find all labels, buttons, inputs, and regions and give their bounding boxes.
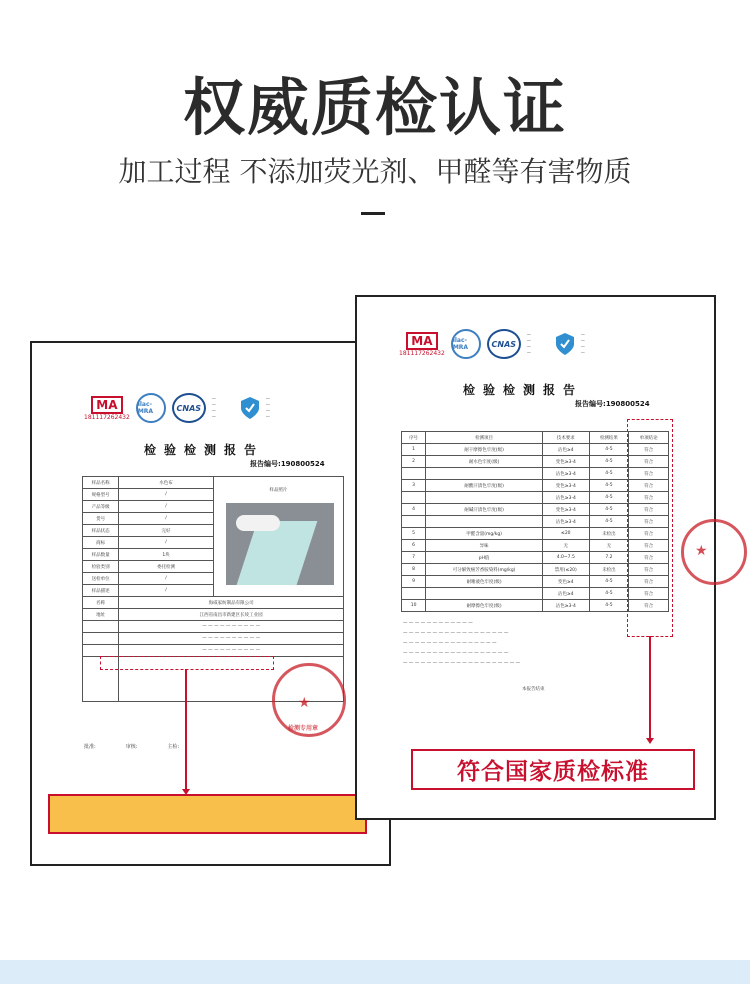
shield-icon (555, 332, 575, 356)
signature-row (84, 743, 179, 750)
table-header-row: 序号 检测项目 技术要求 检测结果 单项结论 (402, 432, 669, 444)
table-row: 5 甲醛含量(mg/kg) ≤20 未检出 符合 (402, 528, 669, 540)
ilac-logo: ilac-MRA (136, 393, 166, 423)
stamp-text: 检测专用章 (288, 725, 319, 732)
inspector-label: 主检: (167, 744, 180, 750)
report-number: 报告编号:190800524 (575, 400, 650, 408)
contact-text-block: — — — — (580, 332, 585, 355)
mattress-photo (226, 503, 334, 585)
table-row: 样品名称 水色布 样品照片 (83, 477, 344, 489)
table-row: 沾色≥3-4 4-5 符合 (402, 468, 669, 480)
table-row: 1 耐干摩擦色牢度(级) 沾色≥4 4-5 符合 (402, 444, 669, 456)
table-row: 3 耐酸汗渍色牢度(级) 变色≥3-4 4-5 符合 (402, 480, 669, 492)
table-row: 产品等级 / (83, 501, 344, 513)
cert-text-block: — — — — (526, 332, 531, 355)
pillow (236, 515, 280, 531)
qualified-standard-label: 符合国家质检标准 (411, 749, 695, 790)
verdict-dashed-box (627, 419, 673, 637)
report-number: 报告编号:190800524 (250, 460, 325, 468)
table-row: 6 异味 无 无 符合 (402, 540, 669, 552)
highlight-dashed-box (100, 656, 274, 670)
ma-logo: MA (91, 396, 122, 414)
report-title: 检验检测报告 (463, 383, 584, 397)
stamp-star-icon: ★ (695, 543, 708, 559)
table-row: 沾色≥3-4 4-5 符合 (402, 492, 669, 504)
official-stamp (681, 519, 747, 585)
table-row: — — — — — — — — — — (83, 645, 344, 657)
certification-logos-right (399, 329, 617, 359)
table-row: 9 耐唾液色牢度(级) 变色≥4 4-5 符合 (402, 576, 669, 588)
table-row: 货号 / (83, 513, 344, 525)
test-notes: — — — — — — — — — — — — — — — — — — — — — — — — — — — — — — — — — — — — — — — — — — — — — — — — — — — — — — — — — — — — — — — — — — — — — — — — — — — — — — — — — — — — (403, 621, 521, 666)
arrow-down-icon (646, 738, 654, 744)
sample-photo-label: 样品照片 (269, 488, 288, 493)
table-row: 7 pH值 4.0~7.5 7.2 符合 (402, 552, 669, 564)
table-row: 商标 / (83, 537, 344, 549)
page-subtitle: 加工过程 不添加荧光剂、甲醛等有害物质 (118, 155, 632, 188)
table-row: 样品描述 / (83, 585, 344, 597)
table-row: 样品状态 完好 (83, 525, 344, 537)
contact-text-block: — — — — (265, 396, 270, 419)
arrow-line (649, 636, 651, 740)
ma-number: 181117262432 (399, 349, 445, 357)
table-row: 2 耐水色牢度(级) 变色≥3-4 4-5 符合 (402, 456, 669, 468)
approve-label: 批准: (84, 744, 96, 750)
cnas-logo: CNAS (172, 393, 206, 423)
footer-bar (0, 960, 750, 984)
cert-text-block: — — — — (211, 396, 216, 419)
table-row: 4 耐碱汗渍色牢度(级) 变色≥3-4 4-5 符合 (402, 504, 669, 516)
test-report-right (355, 295, 716, 820)
table-row: 检验类别 委托检测 (83, 561, 344, 573)
yellow-highlight-box (48, 794, 367, 834)
cnas-logo: CNAS (487, 329, 521, 359)
report-title: 检验检测报告 (144, 443, 265, 457)
divider-dash (361, 212, 385, 215)
table-row: 沾色≥4 4-5 符合 (402, 588, 669, 600)
table-row: 8 可分解致癌芳香胺染料(mg/kg) 禁用(≤20) 未检出 符合 (402, 564, 669, 576)
table-row: 送检单位 / (83, 573, 344, 585)
table-row: 沾色≥3-4 4-5 符合 (402, 516, 669, 528)
test-report-left (30, 341, 391, 866)
certification-logos (84, 393, 302, 423)
table-row: 10 耐摩擦色牢度(级) 沾色≥3-4 4-5 符合 (402, 600, 669, 612)
shield-icon (240, 396, 260, 420)
arrow-line (185, 669, 187, 791)
ma-number: 181117262432 (84, 413, 130, 421)
review-label: 审核: (125, 744, 138, 750)
ilac-logo: ilac-MRA (451, 329, 481, 359)
report-end-text: 本报告结束 (522, 687, 545, 692)
page-title: 权威质检认证 (182, 71, 567, 144)
table-row: — — — — — — — — — — (83, 633, 344, 645)
table-row: 地址 江西省南昌市新建区长堎工业园 (83, 609, 344, 621)
table-row: 规格型号 / (83, 489, 344, 501)
ma-logo: MA (406, 332, 437, 350)
stamp-star-icon: ★ (298, 695, 311, 711)
table-row: — — — — — — — — — — (83, 621, 344, 633)
table-row: 名称 海威家纺制品有限公司 (83, 597, 344, 609)
table-row: 样品数量 1块 (83, 549, 344, 561)
